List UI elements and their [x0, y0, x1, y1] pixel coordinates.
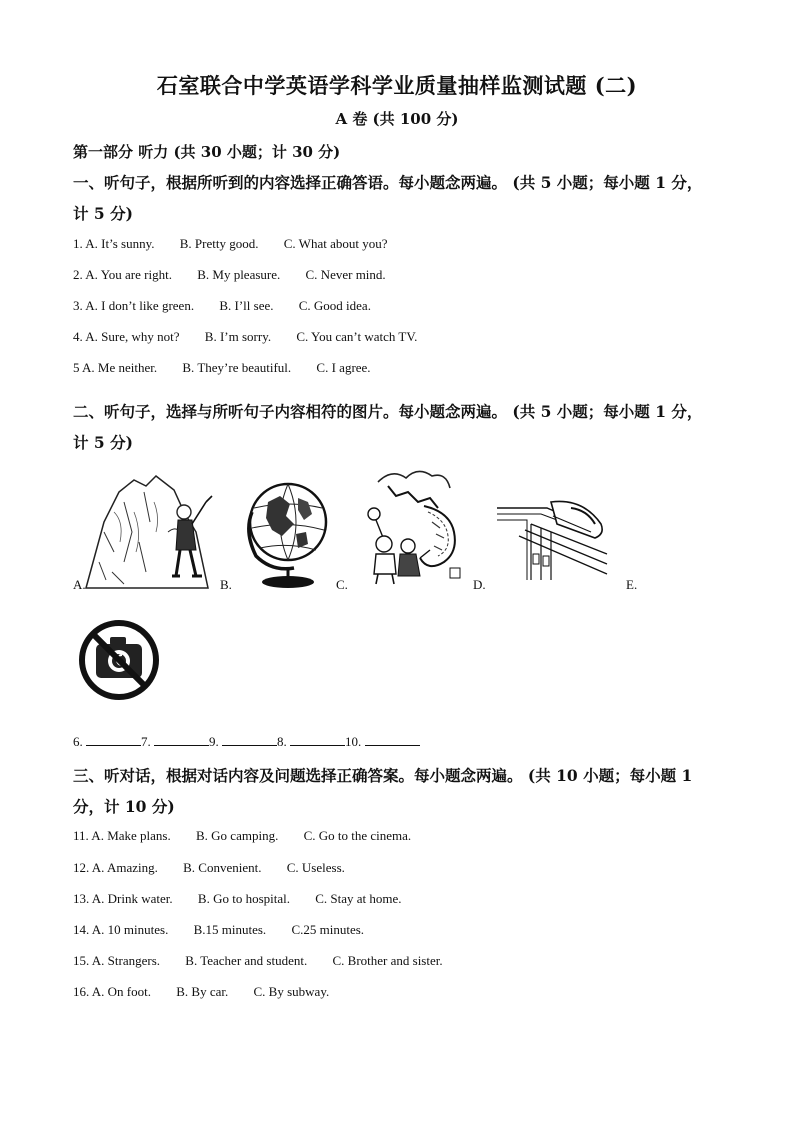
- section2-instruction-line1: 二、听句子，选择与所听句子内容相符的图片。每小题念两遍。 (共 5 小题；每小题 1 分，: [73, 402, 703, 421]
- question-13: [73, 891, 402, 907]
- answer-blank[interactable]: [86, 733, 141, 746]
- option-a: Me neither.: [97, 360, 158, 375]
- question-number: 5 A.: [73, 360, 95, 375]
- section3-instruction-line1: 三、听对话，根据对话内容及问题选择正确答案。每小题念两遍。 (共 10 小题；每小题 1: [73, 766, 693, 785]
- answer-blank[interactable]: [365, 733, 420, 746]
- option-c: C. Stay at home.: [315, 891, 402, 906]
- option-c: C. By subway.: [253, 984, 330, 999]
- question-12: [73, 860, 345, 876]
- option-a: Sure, why not?: [101, 329, 180, 344]
- option-a: I don’t like green.: [101, 298, 195, 313]
- option-b: B. Convenient.: [183, 860, 262, 875]
- option-a: 10 minutes.: [107, 922, 169, 937]
- question-number: 15. A.: [73, 953, 105, 968]
- option-a: Make plans.: [107, 828, 171, 843]
- question-number: 1. A.: [73, 236, 98, 251]
- option-b: B. Go to hospital.: [197, 891, 290, 906]
- option-a: On foot.: [107, 984, 152, 999]
- option-a: Amazing.: [106, 860, 158, 875]
- section1-instruction-line1: 一、听句子，根据所听到的内容选择正确答语。每小题念两遍。 (共 5 小题；每小题 1 分，: [73, 173, 703, 192]
- question-number: 4. A.: [73, 329, 98, 344]
- blank-number: 10.: [345, 734, 362, 749]
- question-3: [73, 298, 371, 314]
- picture-label-c: C.: [336, 577, 348, 592]
- option-b: B. They’re beautiful.: [182, 360, 292, 375]
- option-a: Drink water.: [107, 891, 173, 906]
- question-5: [73, 360, 371, 376]
- blank-number: 8.: [277, 734, 287, 749]
- blank-number: 7.: [141, 734, 151, 749]
- option-c: C. You can’t watch TV.: [296, 329, 418, 344]
- blank-number: 6.: [73, 734, 83, 749]
- question-1: [73, 236, 387, 252]
- mountain-climber-icon: [84, 472, 216, 590]
- option-b: B. Pretty good.: [179, 236, 259, 251]
- picture-label-e: E.: [626, 577, 638, 592]
- question-16: [73, 984, 329, 1000]
- option-c: C. Go to the cinema.: [303, 828, 412, 843]
- question-4: [73, 329, 417, 345]
- blank-number: 9.: [209, 734, 219, 749]
- option-a: You are right.: [100, 267, 172, 282]
- answer-blank[interactable]: [290, 733, 345, 746]
- option-b: B. My pleasure.: [197, 267, 281, 282]
- bullet-train-icon: [497, 494, 609, 582]
- page-subtitle: A 卷 (共 100 分): [335, 110, 459, 128]
- option-b: B. Teacher and student.: [185, 953, 308, 968]
- question-11: [73, 828, 411, 844]
- option-b: B.15 minutes.: [193, 922, 267, 937]
- globe-icon: [242, 472, 332, 590]
- option-c: C. Brother and sister.: [332, 953, 443, 968]
- answer-blank[interactable]: [154, 733, 209, 746]
- picture-label-a: A.: [73, 577, 86, 592]
- option-c: C. Good idea.: [298, 298, 371, 313]
- answer-blank[interactable]: [222, 733, 277, 746]
- option-b: B. I’ll see.: [219, 298, 274, 313]
- option-c: C. Useless.: [286, 860, 345, 875]
- question-number: 12. A.: [73, 860, 105, 875]
- picture-label-d: D.: [473, 577, 486, 592]
- question-15: [73, 953, 443, 969]
- no-camera-icon: [76, 604, 162, 714]
- question-number: 14. A.: [73, 922, 105, 937]
- picture-label-b: B.: [220, 577, 232, 592]
- option-c: C. Never mind.: [305, 267, 386, 282]
- question-number: 11. A.: [73, 828, 104, 843]
- question-number: 2. A.: [73, 267, 98, 282]
- question-2: [73, 267, 386, 283]
- answer-blanks: [73, 733, 420, 750]
- option-a: Strangers.: [107, 953, 161, 968]
- option-a: It’s sunny.: [101, 236, 155, 251]
- question-number: 16. A.: [73, 984, 105, 999]
- question-number: 3. A.: [73, 298, 98, 313]
- option-b: B. By car.: [176, 984, 229, 999]
- part1-header: 第一部分 听力 (共 30 小题；计 30 分): [73, 143, 341, 161]
- option-c: C.25 minutes.: [291, 922, 365, 937]
- section1-instruction-line2: 计 5 分): [73, 204, 133, 223]
- option-c: C. What about you?: [283, 236, 388, 251]
- page-title: 石室联合中学英语学科学业质量抽样监测试题 (二): [156, 73, 638, 98]
- question-14: [73, 922, 364, 938]
- section2-instruction-line2: 计 5 分): [73, 433, 133, 452]
- option-b: B. Go camping.: [196, 828, 279, 843]
- question-number: 13. A.: [73, 891, 105, 906]
- dragon-dance-icon: [358, 462, 468, 586]
- option-c: C. I agree.: [316, 360, 371, 375]
- option-b: B. I’m sorry.: [204, 329, 272, 344]
- section3-instruction-line2: 分，计 10 分): [73, 797, 175, 816]
